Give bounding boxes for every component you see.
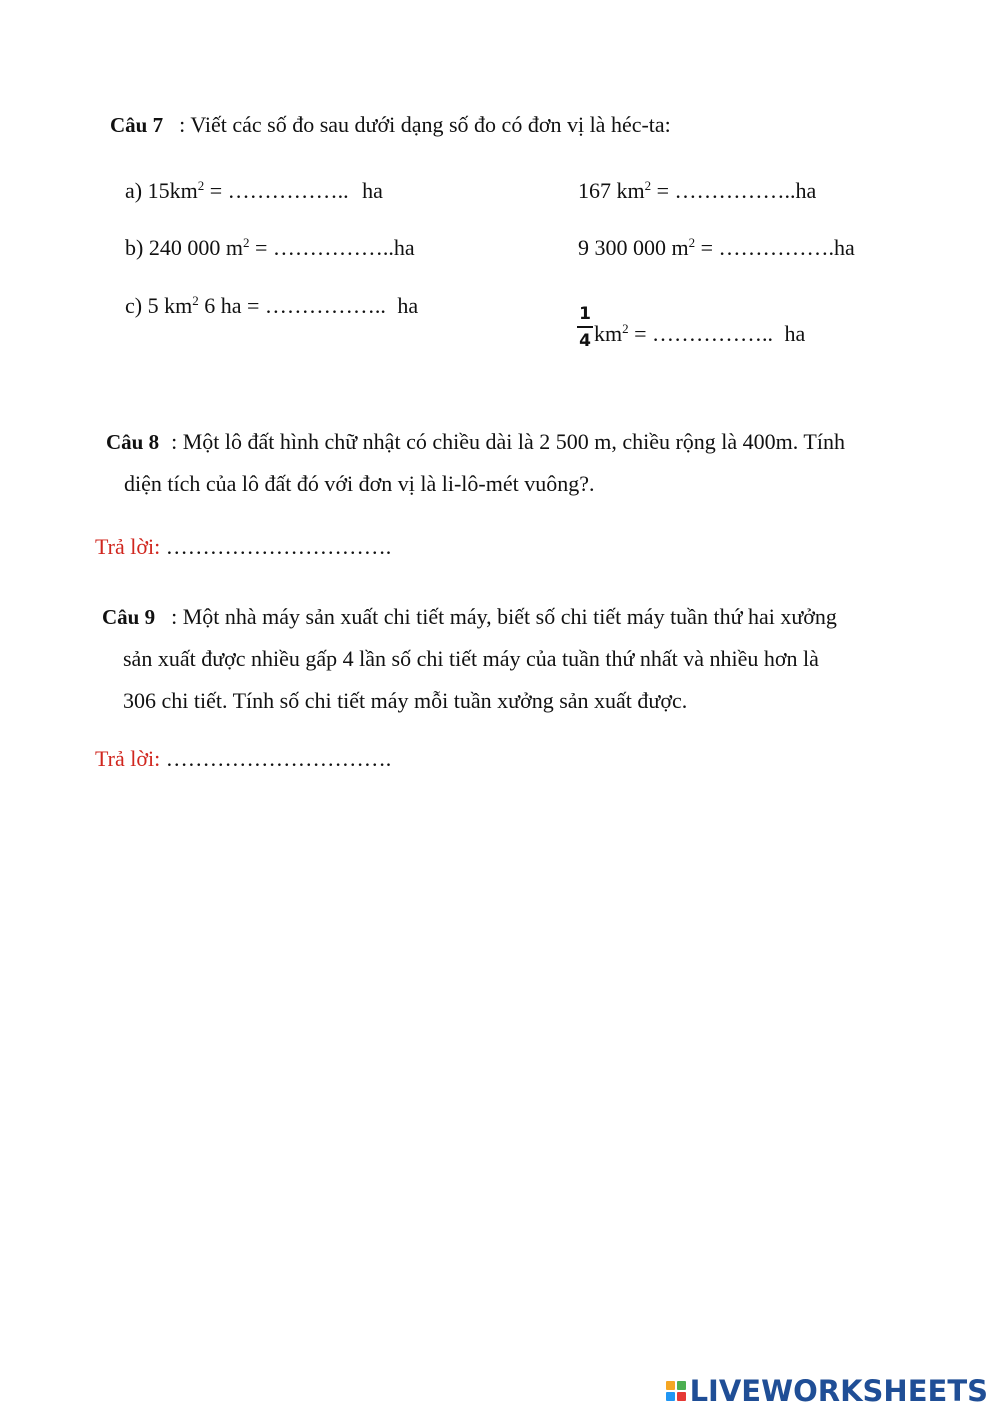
q7-item-a-expr: a) 15km: [125, 178, 198, 203]
logo-tile: [677, 1381, 686, 1390]
q7-item-b-expr: b) 240 000 m: [125, 235, 243, 260]
liveworksheets-logo-icon: [666, 1381, 686, 1401]
answer-blank[interactable]: ………………………….: [160, 534, 392, 559]
fraction-denominator: 4: [579, 331, 591, 351]
q7-item-b-unit: ha: [393, 235, 415, 260]
question-9-label: Câu 9: [102, 605, 156, 629]
logo-wordmark: LIVEWORKSHEETS: [689, 1374, 988, 1408]
logo-tile: [666, 1392, 675, 1401]
q7-item-b2-unit: ha: [834, 235, 855, 260]
q7-item-c: [125, 292, 418, 320]
fraction-bar: [577, 326, 593, 328]
q7-item-a2: [578, 177, 816, 205]
fraction-numerator: 1: [579, 304, 591, 324]
q7-item-c-unit: ha: [397, 293, 419, 318]
question-8-label: Câu 8: [106, 430, 160, 454]
answer-label: Trả lời:: [95, 746, 161, 771]
question-9-line-1: : Một nhà máy sản xuất chi tiết máy, biết số chi tiết máy tuần thứ hai xưởng: [171, 604, 837, 629]
q7-item-a2-exponent: 2: [644, 178, 652, 193]
q7-item-a-blank[interactable]: = ……………..: [204, 178, 355, 203]
q7-item-c-exponent: 2: [192, 293, 199, 308]
question-7-heading: [110, 111, 671, 139]
question-8-heading: [106, 428, 845, 456]
q7-item-b2: [578, 234, 855, 262]
q7-item-b-exponent: 2: [242, 235, 250, 250]
q7-item-a-exponent: 2: [197, 178, 205, 193]
q7-item-b-blank[interactable]: = ……………..: [249, 235, 394, 260]
q7-item-c-blank[interactable]: 6 ha = ……………..: [198, 293, 392, 318]
q7-item-b2-expr: 9 300 000 m: [578, 235, 689, 260]
q7-item-a2-unit: ha: [795, 178, 817, 203]
q7-item-b2-blank[interactable]: = …………….: [695, 235, 835, 260]
q7-item-b: [125, 234, 415, 262]
question-9-line-2: sản xuất được nhiều gấp 4 lần số chi tiết máy của tuần thứ nhất và nhiều hơn là: [123, 646, 819, 671]
q7-item-a: [125, 177, 383, 205]
question-8-answer: [95, 533, 391, 561]
q7-item-c2-expr: km: [594, 321, 623, 346]
question-9-line-3: 306 chi tiết. Tính số chi tiết máy mỗi tuần xưởng sản xuất được.: [123, 688, 688, 713]
logo-tile: [677, 1392, 686, 1401]
q7-item-c2-blank[interactable]: = ……………..: [628, 321, 779, 346]
q7-item-c2-exponent: 2: [622, 321, 629, 336]
question-8-line-1: : Một lô đất hình chữ nhật có chiều dài là 2 500 m, chiều rộng là 400m. Tính: [171, 429, 845, 454]
q7-item-a2-expr: 167 km: [578, 178, 645, 203]
question-7-prompt: : Viết các số đo sau dưới dạng số đo có đơn vị là héc-ta:: [179, 112, 671, 137]
liveworksheets-logo[interactable]: [666, 1374, 988, 1408]
answer-label: Trả lời:: [95, 534, 161, 559]
question-8-line-2: diện tích của lô đất đó với đơn vị là li-lô-mét vuông?.: [124, 471, 595, 496]
question-9-answer: [95, 745, 391, 773]
q7-item-c2: [594, 320, 805, 348]
q7-item-b2-exponent: 2: [688, 235, 696, 250]
logo-tile: [666, 1381, 675, 1390]
q7-item-c-expr: c) 5 km: [125, 293, 193, 318]
q7-item-c2-unit: ha: [784, 321, 806, 346]
answer-blank[interactable]: ………………………….: [160, 746, 392, 771]
question-9-heading: [102, 603, 837, 631]
q7-item-a-unit: ha: [362, 178, 383, 203]
question-7-label: Câu 7: [110, 113, 164, 137]
q7-item-a2-blank[interactable]: = ……………..: [651, 178, 796, 203]
q7-item-c2-fraction: [577, 304, 593, 351]
